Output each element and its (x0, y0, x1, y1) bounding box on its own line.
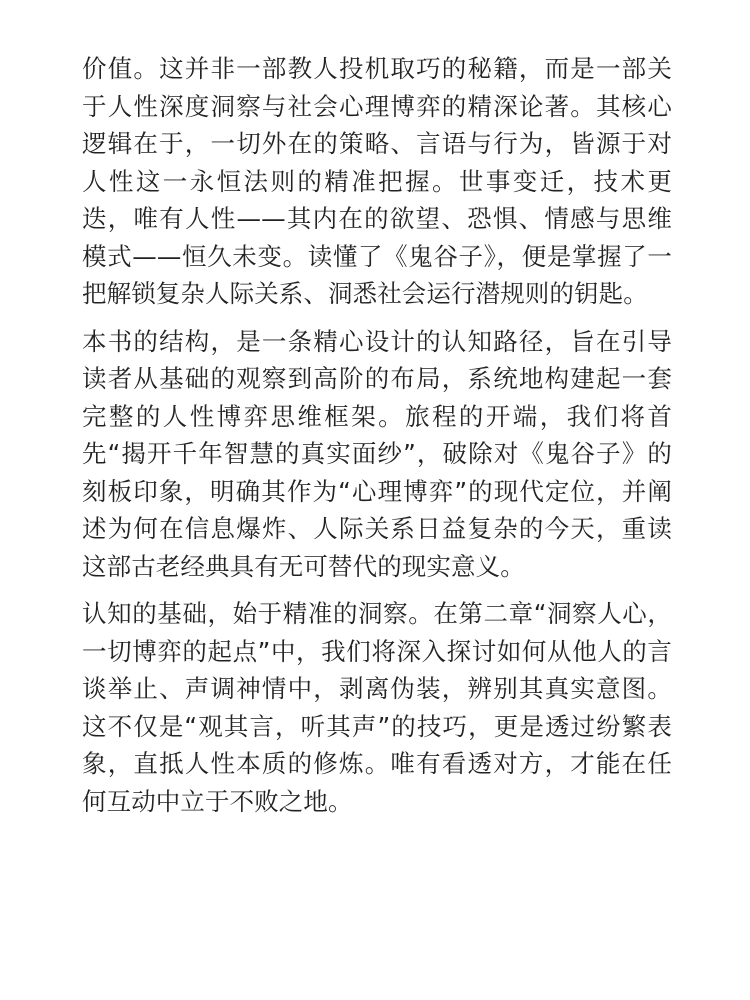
paragraph-3: 认知的基础，始于精准的洞察。在第二章“洞察人心，一切博弈的起点”中，我们将深入探讨如何从他人的言谈举止、声调神情中，剥离伪装，辨别其真实意图。这不仅是“观其言，听其声”的技巧，更是透过纷繁表象，直抵人性本质的修炼。唯有看透对方，才能在任何互动中立于不败之地。 (82, 599, 672, 816)
paragraph-1: 价值。这并非一部教人投机取巧的秘籍，而是一部关于人性深度洞察与社会心理博弈的精深论著。其核心逻辑在于，一切外在的策略、言语与行为，皆源于对人性这一永恒法则的精准把握。世事变迁，技术更迭，唯有人性——其内在的欲望、恐惧、情感与思维模式——恒久未变。读懂了《鬼谷子》，便是掌握了一把解锁复杂人际关系、洞悉社会运行潜规则的钥匙。 (82, 54, 672, 308)
paragraph-2: 本书的结构，是一条精心设计的认知路径，旨在引导读者从基础的观察到高阶的布局，系统地构建起一套完整的人性博弈思维框架。旅程的开端，我们将首先“揭开千年智慧的真实面纱”，破除对《鬼谷子》的刻板印象，明确其作为“心理博弈”的现代定位，并阐述为何在信息爆炸、人际关系日益复杂的今天，重读这部古老经典具有无可替代的现实意义。 (82, 326, 672, 581)
document-page (82, 50, 672, 820)
